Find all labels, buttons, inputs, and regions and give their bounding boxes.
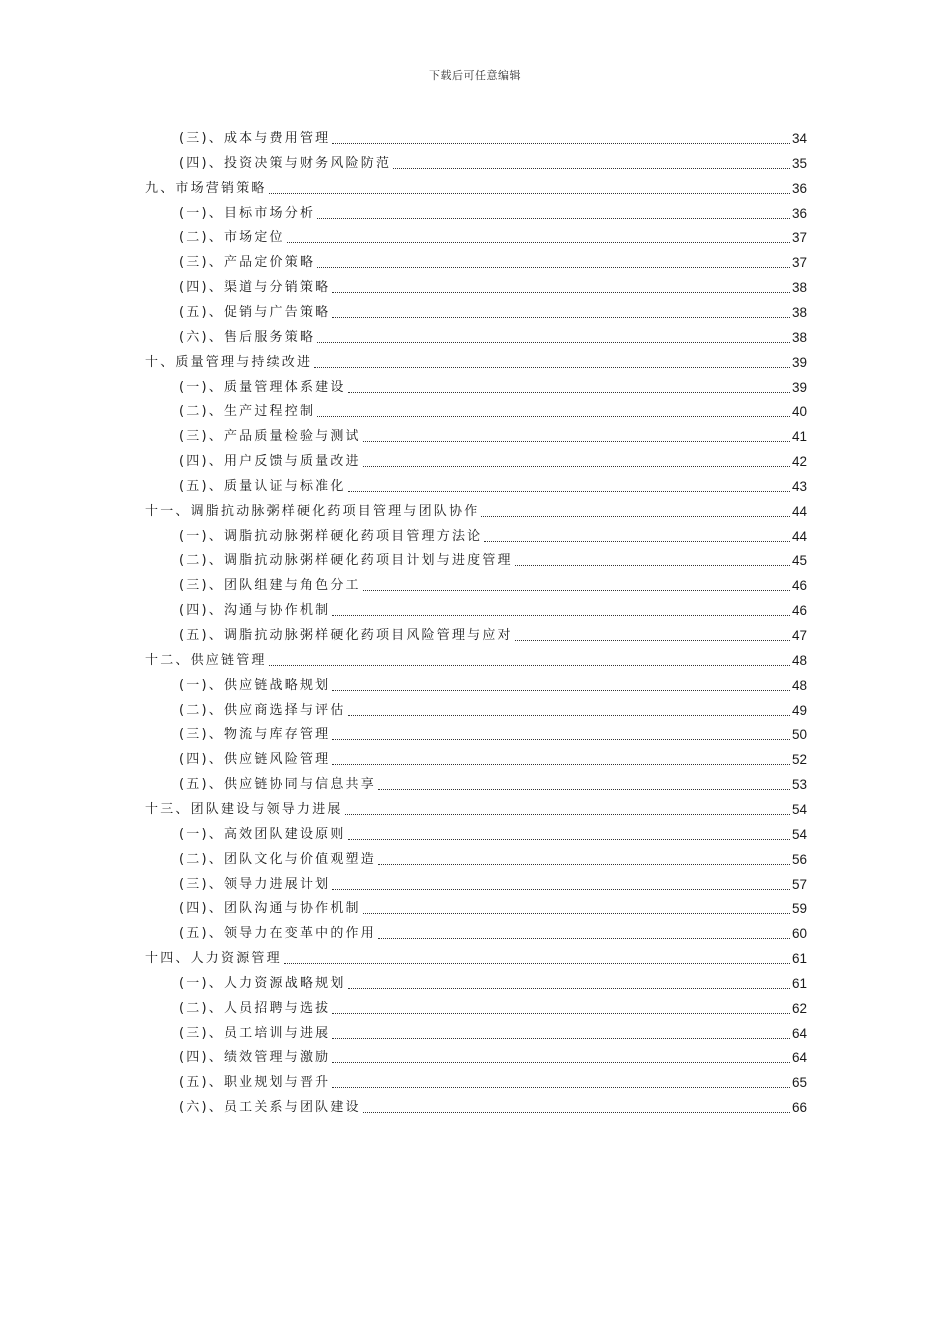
toc-section-entry[interactable] <box>179 920 807 942</box>
toc-section-entry[interactable] <box>179 771 807 793</box>
toc-entry-label: 十二、供应链管理 <box>145 652 267 668</box>
toc-page-number: 54 <box>791 801 807 817</box>
toc-entry-label: (五)、供应链协同与信息共享 <box>179 777 376 793</box>
toc-entry-label: (三)、成本与费用管理 <box>179 131 331 146</box>
toc-section-entry[interactable] <box>179 1044 807 1066</box>
toc-page-number: 57 <box>791 876 807 892</box>
toc-dot-leader <box>314 367 790 368</box>
toc-dot-leader <box>515 640 790 641</box>
toc-entry-label: (五)、调脂抗动脉粥样硬化药项目风险管理与应对 <box>179 628 513 643</box>
toc-dot-leader <box>332 1087 790 1088</box>
toc-entry-label: 十、质量管理与持续改进 <box>145 354 313 370</box>
toc-entry-label: (一)、调脂抗动脉粥样硬化药项目管理方法论 <box>179 528 483 544</box>
toc-page-number: 66 <box>791 1100 807 1116</box>
toc-dot-leader <box>332 292 790 293</box>
toc-dot-leader <box>332 889 790 890</box>
toc-page-number: 39 <box>791 379 807 395</box>
toc-page-number: 49 <box>791 702 807 718</box>
toc-dot-leader <box>332 1038 790 1039</box>
toc-entry-label: (二)、人员招聘与选拔 <box>179 1000 331 1016</box>
toc-entry-label: (一)、供应链战略规划 <box>179 677 331 693</box>
toc-entry-label: (五)、促销与广告策略 <box>179 304 331 320</box>
toc-entry-label: (一)、目标市场分析 <box>179 205 316 221</box>
toc-entry-label: (四)、渠道与分销策略 <box>179 280 331 296</box>
toc-section-entry[interactable] <box>179 523 807 545</box>
toc-entry-label: (五)、质量认证与标准化 <box>179 478 346 494</box>
toc-section-entry[interactable] <box>179 448 807 470</box>
toc-page-number: 65 <box>791 1075 807 1091</box>
toc-page-number: 39 <box>791 354 807 370</box>
toc-section-entry[interactable] <box>179 895 807 917</box>
toc-section-entry[interactable] <box>179 846 807 868</box>
toc-dot-leader <box>317 218 790 219</box>
toc-chapter-entry[interactable] <box>145 349 807 371</box>
toc-page-number: 37 <box>791 255 807 271</box>
toc-dot-leader <box>515 565 790 566</box>
toc-section-entry[interactable] <box>179 200 807 222</box>
toc-entry-label: (四)、用户反馈与质量改进 <box>179 454 361 470</box>
toc-entry-label: (三)、员工培训与进展 <box>179 1025 331 1041</box>
toc-chapter-entry[interactable] <box>145 647 807 669</box>
toc-dot-leader <box>393 168 790 169</box>
toc-page-number: 42 <box>791 454 807 470</box>
toc-section-entry[interactable] <box>179 473 807 495</box>
toc-dot-leader <box>317 416 790 417</box>
toc-page-number: 45 <box>791 553 807 569</box>
toc-page-number: 60 <box>791 926 807 942</box>
toc-section-entry[interactable] <box>179 299 807 321</box>
toc-chapter-entry[interactable] <box>145 945 807 967</box>
toc-dot-leader <box>332 317 790 318</box>
toc-page-number: 46 <box>791 578 807 594</box>
toc-section-entry[interactable] <box>179 423 807 445</box>
toc-entry-label: (二)、供应商选择与评估 <box>179 702 346 718</box>
toc-section-entry[interactable] <box>179 324 807 346</box>
toc-section-entry[interactable] <box>179 150 807 172</box>
toc-dot-leader <box>317 342 790 343</box>
toc-dot-leader <box>332 764 790 765</box>
toc-entry-label: (一)、高效团队建设原则 <box>179 826 346 842</box>
toc-dot-leader <box>363 1112 790 1113</box>
toc-dot-leader <box>378 789 790 790</box>
toc-dot-leader <box>332 615 790 616</box>
toc-page-number: 34 <box>791 131 807 146</box>
toc-dot-leader <box>378 864 790 865</box>
toc-entry-label: (三)、团队组建与角色分工 <box>179 578 361 594</box>
toc-entry-label: (四)、绩效管理与激励 <box>179 1050 331 1066</box>
toc-section-entry[interactable] <box>179 622 807 644</box>
toc-page-number: 64 <box>791 1050 807 1066</box>
toc-entry-label: 十四、人力资源管理 <box>145 951 282 967</box>
toc-dot-leader <box>317 267 790 268</box>
toc-page-number: 44 <box>791 503 807 519</box>
toc-section-entry[interactable] <box>179 1094 807 1116</box>
toc-chapter-entry[interactable] <box>145 796 807 818</box>
toc-dot-leader <box>332 143 790 144</box>
toc-entry-label: 十三、团队建设与领导力进展 <box>145 801 343 817</box>
toc-section-entry[interactable] <box>179 970 807 992</box>
toc-page-number: 54 <box>791 826 807 842</box>
toc-page-number: 61 <box>791 951 807 967</box>
toc-dot-leader <box>332 739 790 740</box>
toc-page-number: 64 <box>791 1025 807 1041</box>
toc-dot-leader <box>348 839 790 840</box>
toc-section-entry[interactable] <box>179 821 807 843</box>
toc-page-number: 35 <box>791 155 807 171</box>
toc-chapter-entry[interactable] <box>145 498 807 520</box>
toc-dot-leader <box>332 1062 790 1063</box>
toc-entry-label: (二)、市场定位 <box>179 230 285 246</box>
toc-dot-leader <box>363 913 790 914</box>
toc-section-entry[interactable] <box>179 697 807 719</box>
toc-section-entry[interactable] <box>179 547 807 569</box>
toc-dot-leader <box>284 963 790 964</box>
toc-entry-label: (四)、投资决策与财务风险防范 <box>179 155 392 171</box>
toc-entry-label: (二)、调脂抗动脉粥样硬化药项目计划与进度管理 <box>179 553 513 569</box>
toc-page-number: 50 <box>791 727 807 743</box>
toc-entry-label: (四)、沟通与协作机制 <box>179 603 331 619</box>
toc-dot-leader <box>363 441 790 442</box>
toc-entry-label: (四)、团队沟通与协作机制 <box>179 901 361 917</box>
toc-chapter-entry[interactable] <box>145 175 807 197</box>
toc-entry-label: (一)、人力资源战略规划 <box>179 975 346 991</box>
toc-page-number: 36 <box>791 180 807 196</box>
toc-dot-leader <box>363 590 790 591</box>
toc-section-entry[interactable] <box>179 125 807 147</box>
toc-section-entry[interactable] <box>179 374 807 396</box>
toc-dot-leader <box>345 814 790 815</box>
toc-dot-leader <box>378 938 790 939</box>
toc-section-entry[interactable] <box>179 721 807 743</box>
toc-section-entry[interactable] <box>179 224 807 246</box>
toc-dot-leader <box>348 988 790 989</box>
toc-section-entry[interactable] <box>179 672 807 694</box>
toc-section-entry[interactable] <box>179 746 807 768</box>
toc-entry-label: (四)、供应链风险管理 <box>179 752 331 768</box>
toc-entry-label: (六)、售后服务策略 <box>179 329 316 345</box>
toc-entry-label: 九、市场营销策略 <box>145 180 267 196</box>
toc-section-entry[interactable] <box>179 1069 807 1091</box>
toc-page-number: 47 <box>791 628 807 643</box>
toc-page-number: 62 <box>791 1000 807 1016</box>
toc-dot-leader <box>269 193 790 194</box>
toc-dot-leader <box>332 690 790 691</box>
toc-entry-label: (六)、员工关系与团队建设 <box>179 1100 361 1116</box>
toc-page-number: 38 <box>791 304 807 320</box>
toc-entry-label: 十一、调脂抗动脉粥样硬化药项目管理与团队协作 <box>145 503 480 519</box>
toc-dot-leader <box>348 392 790 393</box>
toc-dot-leader <box>481 516 790 517</box>
toc-section-entry[interactable] <box>179 995 807 1017</box>
toc-page-number: 38 <box>791 329 807 345</box>
toc-page-number: 38 <box>791 280 807 296</box>
toc-page-number: 61 <box>791 975 807 991</box>
toc-page-number: 36 <box>791 205 807 221</box>
toc-page-number: 44 <box>791 528 807 544</box>
toc-section-entry[interactable] <box>179 249 807 271</box>
toc-section-entry[interactable] <box>179 597 807 619</box>
toc-entry-label: (二)、团队文化与价值观塑造 <box>179 851 376 867</box>
toc-page-number: 53 <box>791 777 807 793</box>
toc-dot-leader <box>363 466 790 467</box>
toc-section-entry[interactable] <box>179 572 807 594</box>
toc-entry-label: (一)、质量管理体系建设 <box>179 379 346 395</box>
toc-section-entry[interactable] <box>179 398 807 420</box>
toc-section-entry[interactable] <box>179 1020 807 1042</box>
toc-dot-leader <box>484 541 790 542</box>
toc-dot-leader <box>332 1013 790 1014</box>
toc-page-number: 40 <box>791 404 807 420</box>
toc-dot-leader <box>348 491 790 492</box>
toc-entry-label: (二)、生产过程控制 <box>179 404 316 420</box>
toc-page-number: 46 <box>791 603 807 619</box>
toc-dot-leader <box>287 242 790 243</box>
toc-dot-leader <box>269 665 790 666</box>
toc-page-number: 48 <box>791 677 807 693</box>
toc-dot-leader <box>348 715 790 716</box>
toc-page-number: 48 <box>791 652 807 668</box>
toc-entry-label: (五)、领导力在变革中的作用 <box>179 926 376 942</box>
toc-entry-label: (三)、物流与库存管理 <box>179 727 331 743</box>
toc-entry-label: (三)、产品定价策略 <box>179 255 316 271</box>
toc-section-entry[interactable] <box>179 274 807 296</box>
toc-page-number: 52 <box>791 752 807 768</box>
toc-page-number: 41 <box>791 429 807 445</box>
toc-page-number: 59 <box>791 901 807 917</box>
toc-page-number: 37 <box>791 230 807 246</box>
toc-entry-label: (五)、职业规划与晋升 <box>179 1075 331 1091</box>
toc-section-entry[interactable] <box>179 871 807 893</box>
toc-page-number: 43 <box>791 478 807 494</box>
toc-entry-label: (三)、产品质量检验与测试 <box>179 429 361 445</box>
toc-entry-label: (三)、领导力进展计划 <box>179 876 331 892</box>
toc-page-number: 56 <box>791 851 807 867</box>
page-header: 下载后可任意编辑 <box>429 69 521 82</box>
